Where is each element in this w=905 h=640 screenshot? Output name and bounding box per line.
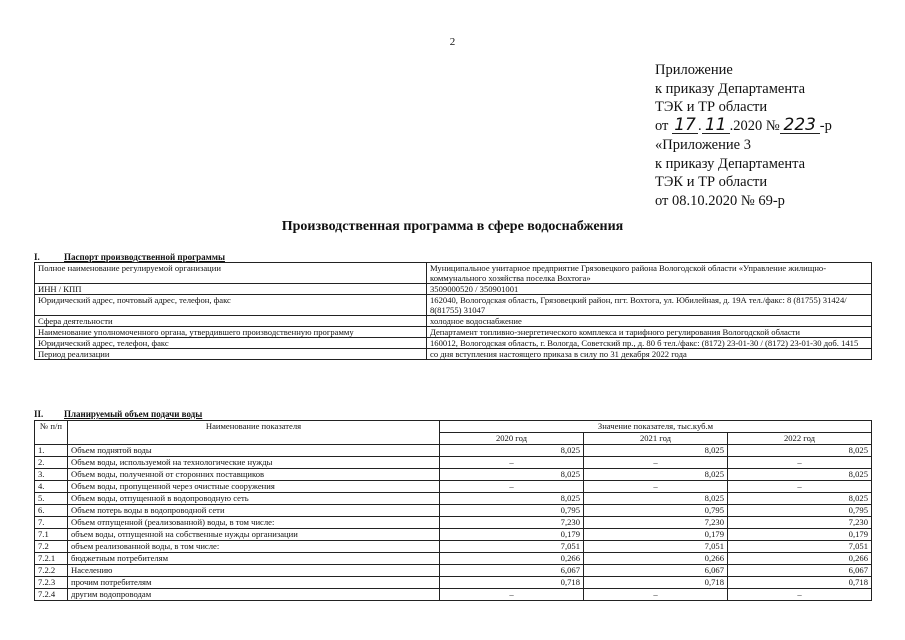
row-name: Объем воды, пропущенной через очистные сооружения — [68, 481, 440, 493]
row-value: – — [584, 457, 728, 469]
row-value: 0,718 — [584, 577, 728, 589]
passport-label: Период реализации — [35, 349, 427, 360]
row-value: 8,025 — [584, 493, 728, 505]
water-volume-table — [34, 420, 872, 601]
passport-value: Муниципальное унитарное предприятие Грязовецкого района Вологодской области «Управление жилищно-коммунального хозяйства поселка Вохтога» — [427, 263, 872, 284]
row-number: 7.1 — [35, 529, 68, 541]
row-value: 7,051 — [440, 541, 584, 553]
row-name: Объем отпущенной (реализованной) воды, в том числе: — [68, 517, 440, 529]
table-row — [35, 553, 872, 565]
row-value: 0,718 — [728, 577, 872, 589]
row-value: 8,025 — [728, 445, 872, 457]
row-value: 0,179 — [440, 529, 584, 541]
appendix-line: к приказу Департамента — [655, 155, 806, 172]
passport-table — [34, 262, 872, 360]
table-row — [35, 327, 872, 338]
row-number: 5. — [35, 493, 68, 505]
appendix-line: к приказу Департамента — [655, 80, 806, 97]
table-row — [35, 316, 872, 327]
row-number: 7. — [35, 517, 68, 529]
row-number: 1. — [35, 445, 68, 457]
section-title: Паспорт производственной программы — [64, 252, 225, 262]
section-1-heading — [34, 252, 225, 262]
row-value: – — [584, 589, 728, 601]
table-row — [35, 577, 872, 589]
handwritten-month: 11 — [702, 118, 730, 134]
row-value: – — [728, 457, 872, 469]
row-name: другим водопроводам — [68, 589, 440, 601]
table-row — [35, 338, 872, 349]
appendix-block — [655, 61, 832, 211]
row-value: – — [728, 481, 872, 493]
table-row — [35, 469, 872, 481]
row-value: 6,067 — [728, 565, 872, 577]
appendix-line: ТЭК и ТР области — [655, 174, 768, 191]
table-row — [35, 493, 872, 505]
row-value: 0,795 — [584, 505, 728, 517]
table-row — [35, 529, 872, 541]
row-number: 7.2 — [35, 541, 68, 553]
row-name: Населению — [68, 565, 440, 577]
row-value: 0,266 — [584, 553, 728, 565]
appendix-line: ТЭК и ТР области — [655, 99, 768, 116]
row-value: 8,025 — [440, 469, 584, 481]
row-value: – — [728, 589, 872, 601]
row-value: 0,795 — [728, 505, 872, 517]
handwritten-day: 17 — [672, 118, 698, 134]
row-value: 0,718 — [440, 577, 584, 589]
row-value: – — [440, 457, 584, 469]
appendix-line: «Приложение 3 — [655, 136, 751, 153]
row-value: 7,051 — [584, 541, 728, 553]
table-header-row — [35, 421, 872, 433]
column-header-year: 2020 год — [440, 433, 584, 445]
column-header-year: 2022 год — [728, 433, 872, 445]
row-number: 7.2.1 — [35, 553, 68, 565]
document-title: Производственная программа в сфере водоснабжения — [281, 219, 624, 234]
row-value: 8,025 — [440, 493, 584, 505]
row-name: объем воды, отпущенной на собственные нужды организации — [68, 529, 440, 541]
table-row — [35, 481, 872, 493]
row-value: 7,230 — [584, 517, 728, 529]
row-name: Объем воды, полученной от сторонних поставщиков — [68, 469, 440, 481]
row-name: объем реализованной воды, в том числе: — [68, 541, 440, 553]
table-row — [35, 445, 872, 457]
row-value: 8,025 — [584, 469, 728, 481]
row-name: Объем воды, используемой на технологические нужды — [68, 457, 440, 469]
order-date-prefix: от — [655, 118, 669, 135]
row-value: 8,025 — [728, 493, 872, 505]
row-number: 7.2.4 — [35, 589, 68, 601]
row-value: 7,051 — [728, 541, 872, 553]
table-row — [35, 565, 872, 577]
page-number: 2 — [449, 36, 456, 48]
table-row — [35, 541, 872, 553]
row-value: 0,795 — [440, 505, 584, 517]
section-2-heading — [34, 409, 202, 419]
order-suffix: -р — [819, 118, 832, 135]
section-title: Планируемый объем подачи воды — [64, 409, 203, 419]
passport-label: Полное наименование регулируемой организации — [35, 263, 427, 284]
column-header-number: № п/п — [35, 421, 68, 445]
row-name: прочим потребителям — [68, 577, 440, 589]
handwritten-order-number: 223 — [780, 118, 820, 134]
passport-value: холодное водоснабжение — [427, 316, 872, 327]
order-year: .2020 № — [729, 118, 780, 135]
row-value: 6,067 — [584, 565, 728, 577]
table-row — [35, 349, 872, 360]
row-value: 8,025 — [584, 445, 728, 457]
row-value: – — [440, 481, 584, 493]
table-row — [35, 284, 872, 295]
row-value: 8,025 — [728, 469, 872, 481]
row-value: – — [440, 589, 584, 601]
passport-value: 160012, Вологодская область, г. Вологда, Советский пр., д. 80 б тел./факс: (8172) 23-01-30 / (8172) 23-01-30 доб. 1415 — [427, 338, 872, 349]
row-value: 6,067 — [440, 565, 584, 577]
table-row — [35, 295, 872, 316]
table-row — [35, 263, 872, 284]
row-name: бюджетным потребителям — [68, 553, 440, 565]
row-number: 2. — [35, 457, 68, 469]
row-value: – — [584, 481, 728, 493]
column-header-name: Наименование показателя — [68, 421, 440, 445]
row-name: Объем воды, отпущенной в водопроводную сеть — [68, 493, 440, 505]
passport-value: со дня вступления настоящего приказа в силу по 31 декабря 2022 года — [427, 349, 872, 360]
row-number: 6. — [35, 505, 68, 517]
row-value: 7,230 — [440, 517, 584, 529]
row-value: 0,266 — [728, 553, 872, 565]
row-value: 0,266 — [440, 553, 584, 565]
passport-label: Наименование уполномоченного органа, утвердившего производственную программу — [35, 327, 427, 338]
appendix-line: от 08.10.2020 № 69-р — [655, 192, 785, 209]
row-value: 8,025 — [440, 445, 584, 457]
row-number: 7.2.2 — [35, 565, 68, 577]
row-number: 7.2.3 — [35, 577, 68, 589]
passport-value: 162040, Вологодская область, Грязовецкий район, пгт. Вохтога, ул. Юбилейная, д. 19А тел./факс: 8 (81755) 31424/ 8(81755) 31047 — [427, 295, 872, 316]
passport-label: Сфера деятельности — [35, 316, 427, 327]
row-name: Объем поднятой воды — [68, 445, 440, 457]
row-number: 3. — [35, 469, 68, 481]
table-row — [35, 505, 872, 517]
appendix-line: Приложение — [655, 62, 733, 78]
passport-value: Департамент топливно-энергетического комплекса и тарифного регулирования Вологодской области — [427, 327, 872, 338]
table-row — [35, 457, 872, 469]
row-value: 7,230 — [728, 517, 872, 529]
column-header-value: Значение показателя, тыс.куб.м — [440, 421, 872, 433]
passport-value: 3509000520 / 350901001 — [427, 284, 872, 295]
row-value: 0,179 — [728, 529, 872, 541]
section-number: II. — [34, 409, 44, 419]
passport-label: Юридический адрес, почтовый адрес, телефон, факс — [35, 295, 427, 316]
row-number: 4. — [35, 481, 68, 493]
appendix-order-line: от 17 . 11 .2020 № 223 -р — [655, 115, 832, 136]
section-number: I. — [34, 252, 40, 262]
column-header-year: 2021 год — [584, 433, 728, 445]
table-row — [35, 589, 872, 601]
passport-label: ИНН / КПП — [35, 284, 427, 295]
passport-label: Юридический адрес, телефон, факс — [35, 338, 427, 349]
table-row — [35, 517, 872, 529]
row-value: 0,179 — [584, 529, 728, 541]
row-name: Объем потерь воды в водопроводной сети — [68, 505, 440, 517]
